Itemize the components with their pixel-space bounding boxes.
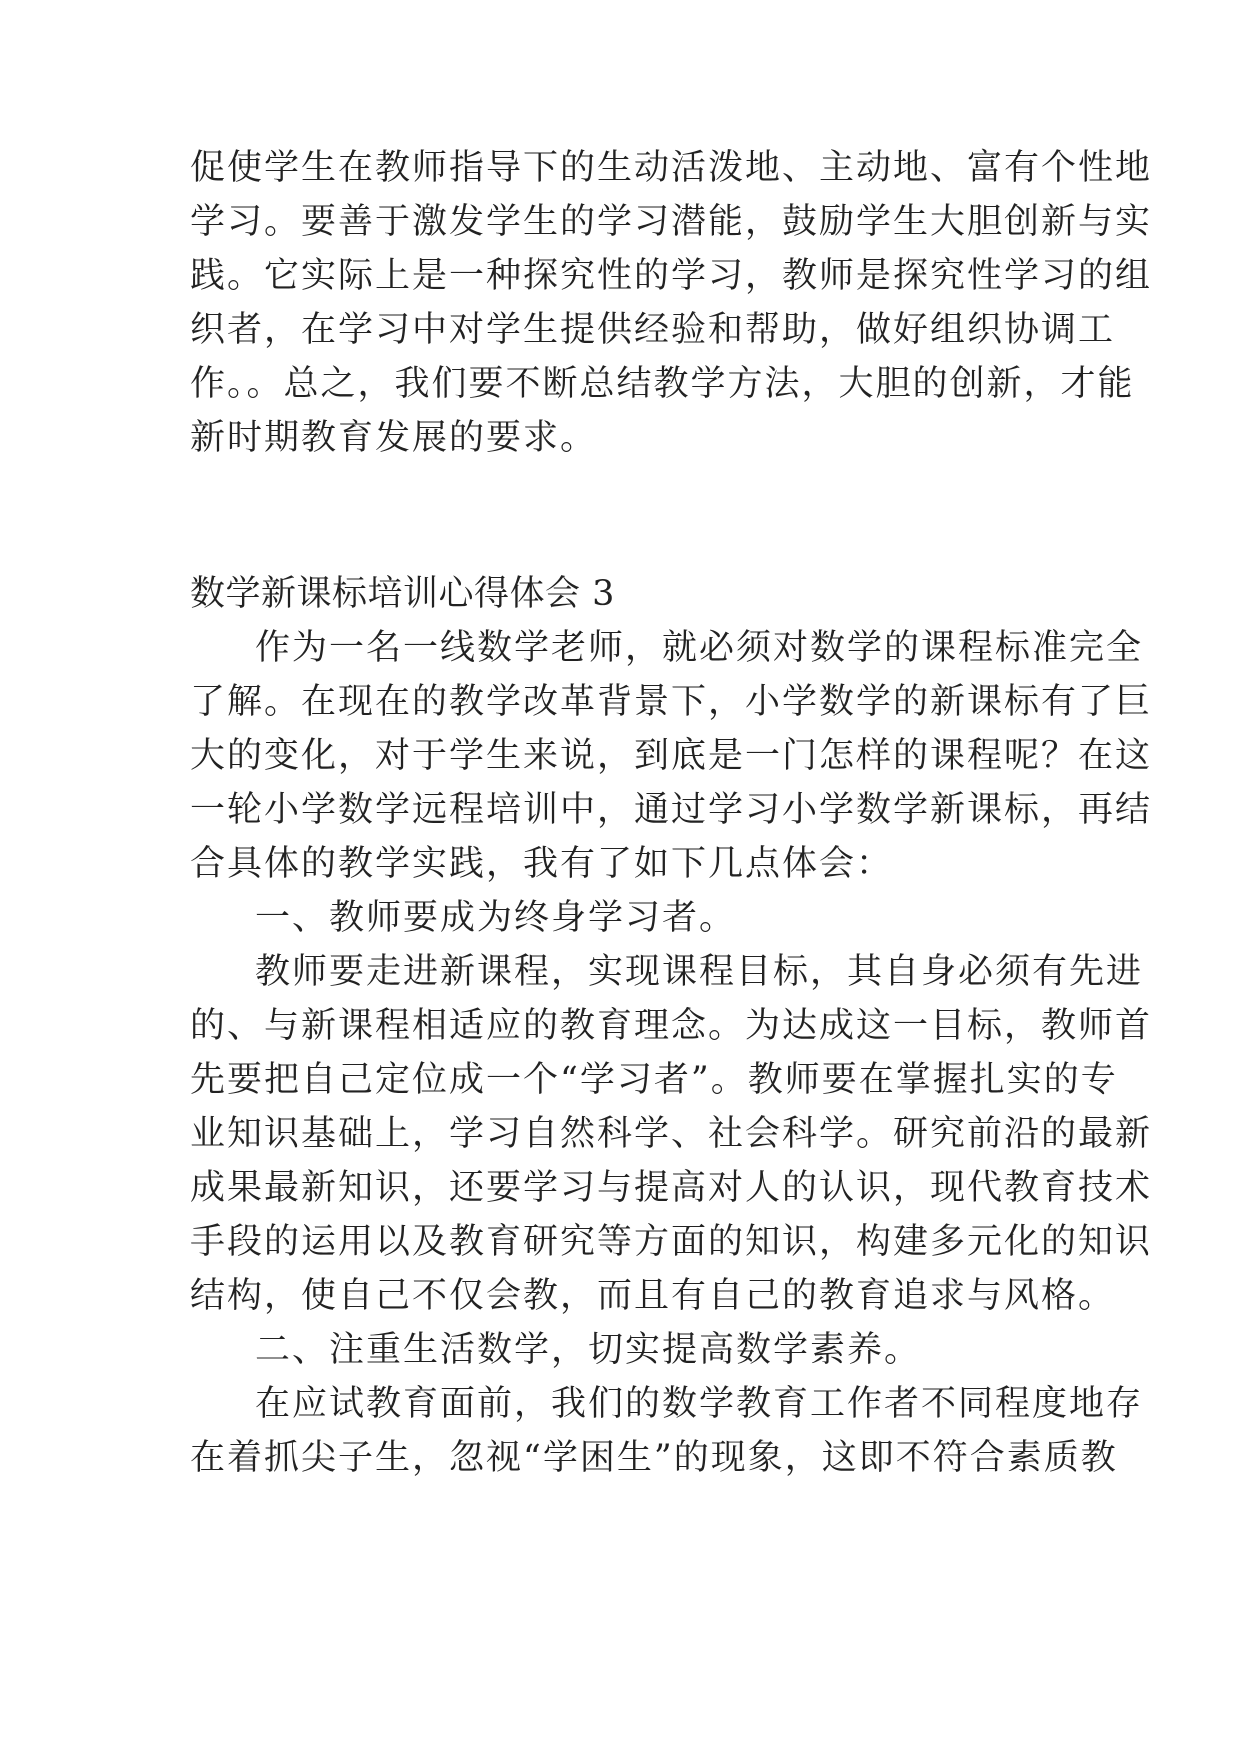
text-line: 促使学生在教师指导下的生动活泼地、主动地、富有个性地	[190, 148, 1153, 188]
text-line: 一轮小学数学远程培训中，通过学习小学数学新课标，再结	[190, 790, 1153, 830]
text-line: 教师要走进新课程，实现课程目标，其自身必须有先进	[255, 952, 1144, 992]
text-line: 结构，使自己不仅会教，而且有自己的教育追求与风格。	[190, 1276, 1116, 1316]
text-line: 在着抓尖子生，忽视“学困生”的现象，这即不符合素质教	[190, 1438, 1118, 1478]
text-line: 合具体的教学实践，我有了如下几点体会：	[190, 844, 894, 884]
text-line: 业知识基础上，学习自然科学、社会科学。研究前沿的最新	[190, 1114, 1153, 1154]
text-line: 在应试教育面前，我们的数学教育工作者不同程度地存	[255, 1384, 1144, 1424]
text-line: 新时期教育发展的要求。	[190, 418, 598, 458]
text-line: 先要把自己定位成一个“学习者”。教师要在掌握扎实的专	[190, 1060, 1118, 1100]
text-line: 作为一名一线数学老师，就必须对数学的课程标准完全	[255, 628, 1144, 668]
text-line: 织者，在学习中对学生提供经验和帮助，做好组织协调工	[190, 310, 1116, 350]
point-heading: 二、注重生活数学，切实提高数学素养。	[255, 1330, 922, 1370]
text-line: 践。它实际上是一种探究性的学习，教师是探究性学习的组	[190, 256, 1153, 296]
text-line: 作。。总之，我们要不断总结教学方法，大胆的创新，才能	[190, 364, 1135, 404]
text-line: 了解。在现在的教学改革背景下，小学数学的新课标有了巨	[190, 682, 1153, 722]
text-line: 学习。要善于激发学生的学习潜能，鼓励学生大胆创新与实	[190, 202, 1153, 242]
text-line: 的、与新课程相适应的教育理念。为达成这一目标，教师首	[190, 1006, 1153, 1046]
text-line: 成果最新知识，还要学习与提高对人的认识，现代教育技术	[190, 1168, 1153, 1208]
text-line: 大的变化，对于学生来说，到底是一门怎样的课程呢？在这	[190, 736, 1153, 776]
section-title: 数学新课标培训心得体会 3	[190, 574, 615, 614]
point-heading: 一、教师要成为终身学习者。	[255, 898, 737, 938]
text-line: 手段的运用以及教育研究等方面的知识，构建多元化的知识	[190, 1222, 1153, 1262]
